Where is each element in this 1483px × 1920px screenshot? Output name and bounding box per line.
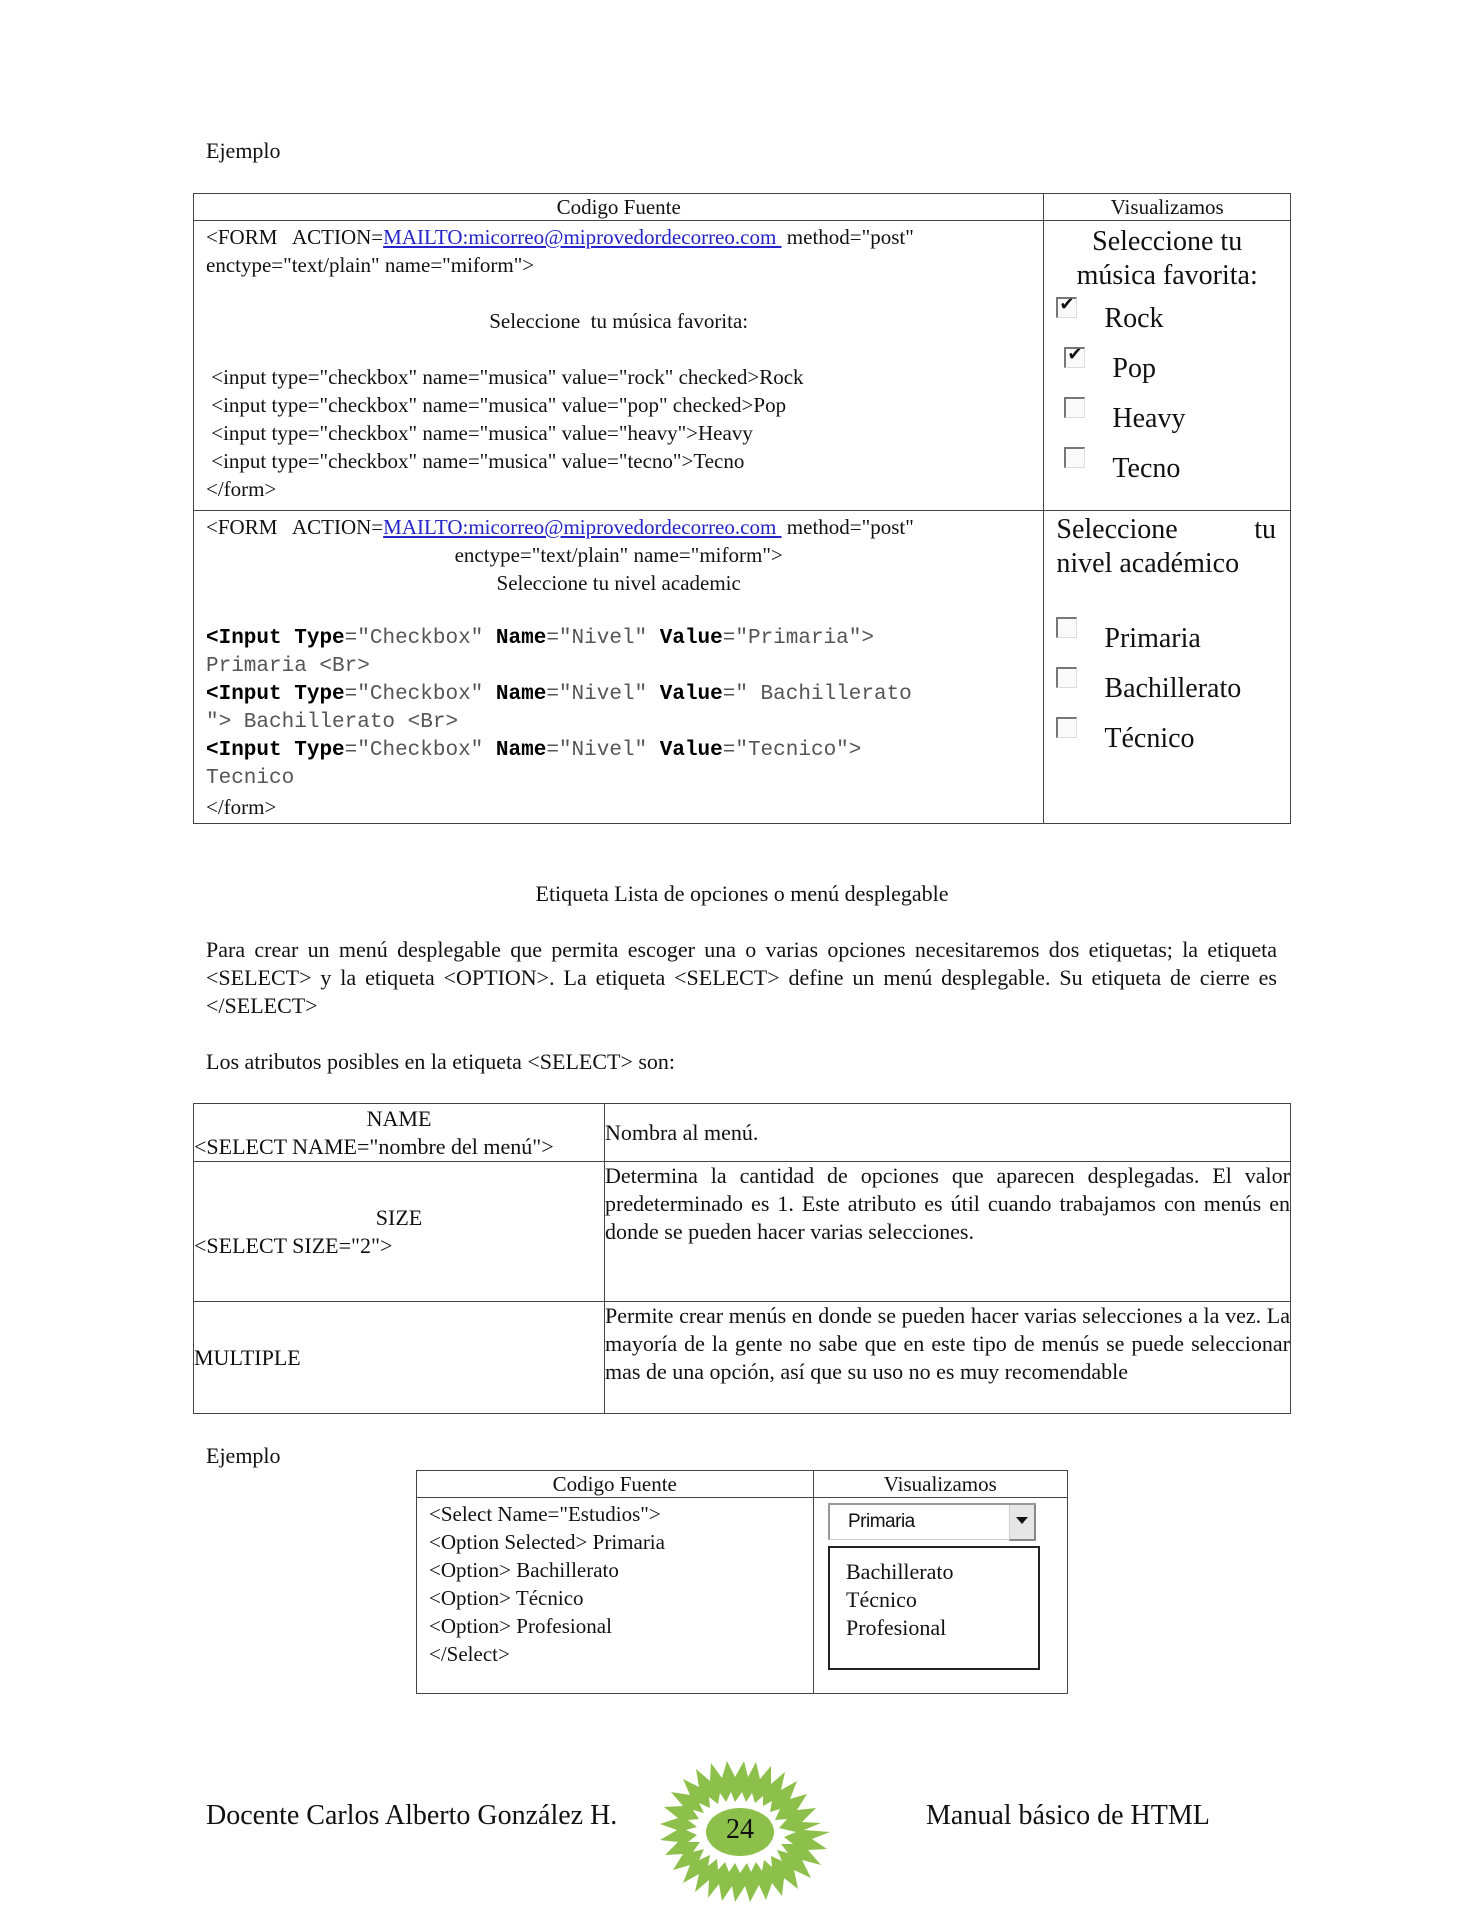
dropdown-button[interactable] (1009, 1505, 1036, 1541)
code-line-bachillerato: <Input Type="Checkbox" Name="Nivel" Value=" Bachillerato (206, 683, 912, 706)
check-icon: ✔ (1059, 294, 1075, 315)
code-line-tecnico: <Input Type="Checkbox" Name="Nivel" Value="Tecnico"> (206, 739, 862, 762)
attribute-row-size (194, 1162, 1291, 1302)
code-line-heavy: <input type="checkbox" name="musica" value="heavy">Heavy (206, 421, 753, 445)
code-line: <Option> Profesional (429, 1614, 612, 1638)
attribute-row-multiple (194, 1302, 1291, 1414)
attribute-row-name (194, 1104, 1291, 1162)
level-prompt: Seleccione tu nivel academic (496, 571, 741, 595)
header-visualizamos: Visualizamos (1044, 194, 1291, 221)
section-title: Etiqueta Lista de opciones o menú desplegable (535, 881, 949, 906)
checkbox-row-tecnico[interactable]: Técnico (1044, 717, 1290, 767)
checkbox-row-rock[interactable]: ✔ Rock (1044, 297, 1290, 347)
header-codigo-fuente: Codigo Fuente (194, 194, 1044, 221)
form-open-line: <FORM ACTION=MAILTO:micorreo@miprovedordecorreo.com method="post" (206, 515, 914, 539)
code-line-pop: <input type="checkbox" name="musica" value="pop" checked>Pop (206, 393, 787, 417)
preview-cell-music (1044, 221, 1291, 511)
attribute-name: SIZE (375, 1204, 423, 1230)
code-line-tecnico-label: Tecnico (206, 767, 295, 790)
attribute-syntax: <SELECT NAME="nombre del menú"> (194, 1133, 554, 1159)
section-intro: Para crear un menú desplegable que permita escoger una o varias opciones necesitaremos dos etiquetas; la etiqueta <SELECT> y la etiqueta <OPTION>. La etiqueta <SELECT> define un menú desplegable. Su etiqueta de cierre es </SELECT> (206, 937, 1277, 1018)
code-line-tecno: <input type="checkbox" name="musica" value="tecno">Tecno (206, 449, 745, 473)
attribute-syntax: <SELECT SIZE="2"> (194, 1232, 393, 1258)
music-preview-title: Seleccione tu música favorita: (1076, 226, 1258, 291)
attribute-description: Permite crear menús en donde se pueden hacer varias selecciones a la vez. La mayoría de la gente no sabe que en este tipo de menús se puede seleccionar mas de una opción, así que su uso no es muy recomendable (605, 1302, 1291, 1414)
checkbox-row-pop[interactable]: ✔ Pop (1044, 347, 1290, 397)
mailto-link[interactable]: MAILTO:micorreo@miprovedordecorreo.com (383, 515, 782, 539)
dropdown-options-list (828, 1546, 1040, 1670)
checkbox-bachillerato[interactable] (1056, 667, 1077, 688)
dropdown-option[interactable]: Bachillerato (846, 1559, 954, 1584)
code-line-rock: <input type="checkbox" name="musica" value="rock" checked>Rock (206, 365, 804, 389)
example-label: Ejemplo (206, 1443, 281, 1468)
dropdown-option[interactable]: Técnico (846, 1587, 917, 1612)
footer-author: Docente Carlos Alberto González H. (206, 1800, 618, 1831)
checkbox-rock[interactable] (1056, 294, 1077, 318)
code-line: </Select> (429, 1642, 510, 1666)
code-line: <Option Selected> Primaria (429, 1530, 665, 1554)
form-open-line: <FORM ACTION=MAILTO:micorreo@miprovedordecorreo.com method="post" (206, 225, 914, 249)
checkbox-row-bachillerato[interactable]: Bachillerato (1044, 667, 1290, 717)
checkbox-row-heavy[interactable]: Heavy (1044, 397, 1290, 447)
footer-manual-title: Manual básico de HTML (926, 1800, 1210, 1831)
mailto-link[interactable]: MAILTO:micorreo@miprovedordecorreo.com (383, 225, 782, 249)
attribute-name: MULTIPLE (194, 1344, 301, 1370)
dropdown-option[interactable]: Profesional (846, 1615, 947, 1640)
select-code-cell (417, 1498, 814, 1694)
code-line-primaria: <Input Type="Checkbox" Name="Nivel" Value="Primaria"> (206, 627, 874, 650)
code-cell-music (194, 221, 1044, 511)
checkbox-tecnico[interactable] (1056, 717, 1077, 738)
select-value: Primaria (848, 1511, 915, 1532)
level-preview-title-line1: Seleccione tu (1056, 514, 1276, 545)
form-enctype-line: enctype="text/plain" name="miform"> (454, 543, 783, 567)
form-enctype-line: enctype="text/plain" name="miform"> (206, 253, 535, 277)
checkbox-primaria[interactable] (1056, 617, 1077, 638)
check-icon: ✔ (1067, 344, 1083, 365)
page-number-badge (645, 1762, 835, 1902)
code-cell-level (194, 511, 1044, 824)
code-line: <Option> Bachillerato (429, 1558, 619, 1582)
code-line-bachillerato-label: "> Bachillerato <Br> (206, 711, 459, 734)
attributes-intro: Los atributos posibles en la etiqueta <SELECT> son: (206, 1049, 676, 1074)
checkbox-pop[interactable] (1064, 344, 1085, 368)
code-line-primaria-label: Primaria <Br> (206, 655, 370, 678)
music-prompt: Seleccione tu música favorita: (489, 309, 749, 333)
checkbox-row-primaria[interactable]: Primaria (1044, 617, 1290, 667)
level-preview-title-line2: nivel académico (1056, 548, 1240, 579)
attribute-description: Nombra al menú. (605, 1104, 1291, 1162)
header-visualizamos: Visualizamos (813, 1471, 1068, 1498)
example-label: Ejemplo (206, 138, 281, 163)
attribute-name: NAME (366, 1105, 432, 1131)
checkbox-tecno[interactable] (1064, 447, 1085, 468)
form-close-line: </form> (206, 477, 277, 501)
form-close-line: </form> (206, 795, 277, 819)
preview-cell-level (1044, 511, 1291, 824)
checkbox-row-tecno[interactable]: Tecno (1044, 447, 1290, 497)
code-line: <Option> Técnico (429, 1586, 584, 1610)
page-number: 24 (726, 1814, 754, 1845)
select-attributes-table (193, 1103, 1291, 1414)
attribute-description: Determina la cantidad de opciones que aparecen desplegadas. El valor predeterminado es 1. Este atributo es útil cuando trabajamos con menús en donde se pueden hacer varias selecciones. (605, 1162, 1291, 1302)
chevron-down-icon (1016, 1517, 1028, 1524)
estudios-select[interactable] (828, 1503, 1036, 1540)
code-line: <Select Name="Estudios"> (429, 1502, 661, 1526)
checkbox-heavy[interactable] (1064, 397, 1085, 418)
header-codigo-fuente: Codigo Fuente (417, 1471, 814, 1498)
example-checkbox-table (193, 193, 1291, 824)
